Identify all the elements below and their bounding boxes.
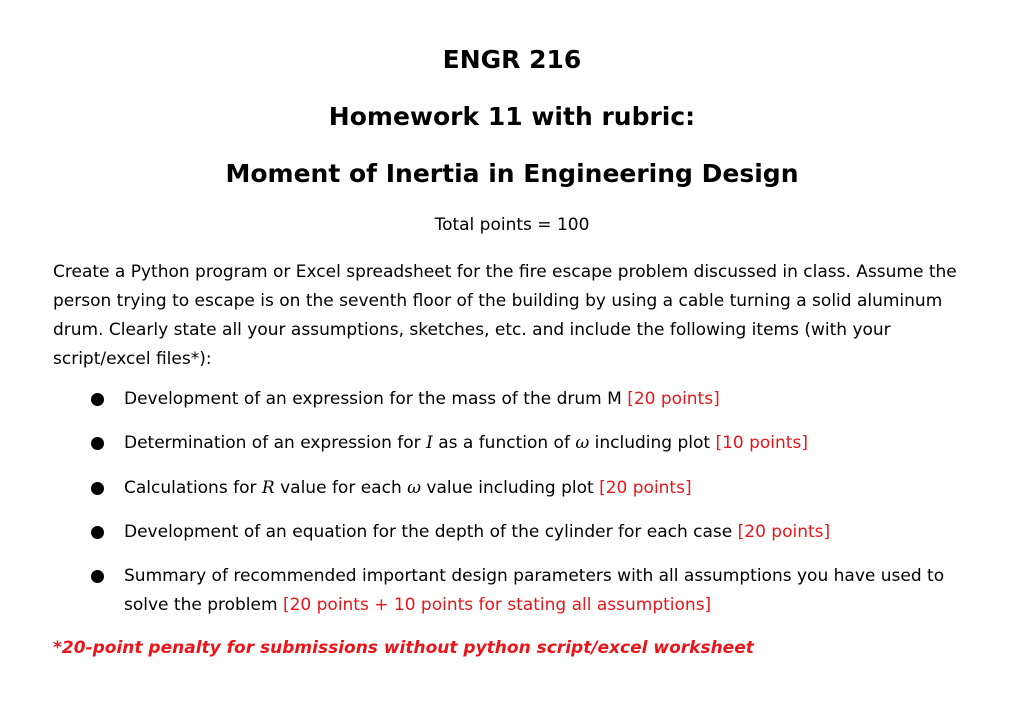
- rubric-item: [91, 518, 981, 547]
- rubric-item-text: Determination of an expression for: [124, 433, 427, 453]
- instructions-paragraph: Create a Python program or Excel spreadsheet for the fire escape problem discussed in class. Assume the person trying to escape is on the seventh floor of the building by using a cable turning a solid aluminum drum. Clearly state all your assumptions, sketches, etc. and include the following items (with your script/excel files*):: [53, 262, 957, 369]
- rubric-item-text: as a function of: [432, 433, 576, 453]
- rubric-item-points: [10 points]: [715, 433, 808, 453]
- math-symbol: I: [426, 433, 433, 453]
- rubric-item-points: [20 points]: [599, 478, 692, 498]
- rubric-item-text: value for each: [274, 478, 408, 498]
- math-symbol: ω: [575, 433, 590, 453]
- rubric-item-text: Calculations for: [124, 478, 262, 498]
- math-symbol: R: [261, 478, 275, 498]
- rubric-item-text: Summary of recommended important design parameters with all assumptions you have used to solve the problem: [124, 566, 945, 615]
- course-title: ENGR 216: [442, 45, 582, 74]
- rubric-item-text: value including plot: [421, 478, 600, 498]
- rubric-item: [91, 385, 981, 414]
- rubric-item-points: [20 points]: [627, 389, 720, 409]
- bullet-icon: [91, 393, 104, 406]
- bullet-icon: [91, 526, 104, 539]
- penalty-note: *20-point penalty for submissions without python script/excel worksheet: [53, 638, 754, 658]
- total-points: Total points = 100: [434, 215, 590, 235]
- bullet-icon: [91, 437, 104, 450]
- bullet-icon: [91, 482, 104, 495]
- rubric-item-points: [20 points + 10 points for stating all assumptions]: [282, 595, 712, 615]
- rubric-item: [91, 429, 981, 458]
- bullet-icon: [91, 570, 104, 583]
- rubric-item-points: [20 points]: [737, 522, 831, 542]
- rubric-item-text: including plot: [589, 433, 716, 453]
- rubric-item-text: Development of an expression for the mass of the drum M: [124, 389, 628, 409]
- rubric-item: [91, 562, 981, 620]
- homework-title: Homework 11 with rubric:: [328, 102, 696, 131]
- rubric-item-text: Development of an equation for the depth of the cylinder for each case: [124, 522, 738, 542]
- math-symbol: ω: [407, 478, 422, 498]
- rubric-item: [91, 474, 981, 503]
- subject-title: Moment of Inertia in Engineering Design: [225, 159, 799, 188]
